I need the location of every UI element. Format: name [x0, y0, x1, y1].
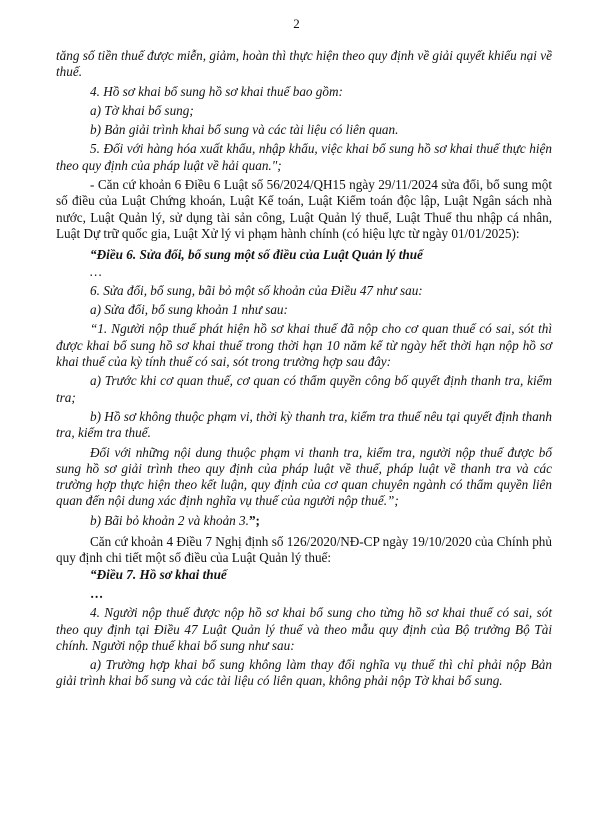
document-body: [56, 48, 552, 690]
clause-6-amend-article-47: 6. Sửa đổi, bổ sung, bãi bỏ một số khoản của Điều 47 như sau:: [90, 282, 423, 298]
item-b-explanation: b) Bản giải trình khai bổ sung và các tài liệu có liên quan.: [90, 122, 399, 138]
case-a-before-inspection: a) Trước khi cơ quan thuế, cơ quan có thẩm quyền công bố quyết định thanh tra, kiểm tra;: [56, 373, 552, 405]
clause-5-customs: 5. Đối với hàng hóa xuất khẩu, nhập khẩu, việc khai bổ sung hồ sơ khai thuế thực hiện theo quy định của pháp luật về hải quan.";: [56, 141, 552, 173]
legal-basis-decree-126-2020: Căn cứ khoản 4 Điều 7 Nghị định số 126/2020/NĐ-CP ngày 19/10/2020 của Chính phủ quy định chi tiết một số điều của Luật Quản lý thuế:: [56, 534, 552, 566]
item-b-repeal-text: b) Bãi bỏ khoản 2 và khoản 3.: [90, 512, 249, 528]
article-7-heading: “Điều 7. Hồ sơ khai thuế: [90, 566, 227, 582]
ellipsis: …: [90, 263, 102, 279]
case-b-outside-scope: b) Hồ sơ không thuộc phạm vi, thời kỳ thanh tra, kiểm tra thuế nêu tại quyết định thanh tra, kiểm tra thuế.: [56, 408, 552, 441]
item-a-amend-clause-1: a) Sửa đổi, bổ sung khoản 1 như sau:: [90, 302, 288, 318]
closing-quote: ”;: [248, 512, 260, 528]
page-number: 2: [293, 16, 300, 31]
inspection-scope-paragraph: Đối với những nội dung thuộc phạm vi thanh tra, kiểm tra, người nộp thuế được bổ sung hồ sơ giải trình theo quy định của pháp luật về thuế, pháp luật về thanh tra và các trường hợp thực hiện theo kết luận, quy định của cơ quan chuyên ngành có thẩm quyền liên quan đến nội dung xác định nghĩa vụ thuế của người nộp thuế.”;: [56, 444, 552, 509]
item-a-supplementary-declaration: a) Tờ khai bổ sung;: [90, 102, 194, 118]
ellipsis-bold: …: [90, 585, 104, 601]
clause-1-text: “1. Người nộp thuế phát hiện hồ sơ khai thuế đã nộp cho cơ quan thuế có sai, sót thì được khai bổ sung hồ sơ khai thuế trong thời hạn 10 năm kể từ ngày hết thời hạn nộp hồ sơ khai thuế của kỳ tính thuế có sai, sót trong trường hợp sau đây:: [56, 321, 552, 370]
legal-basis-law-56-2024: - Căn cứ khoản 6 Điều 6 Luật số 56/2024/QH15 ngày 29/11/2024 sửa đổi, bổ sung một số điều của Luật Chứng khoán, Luật Kế toán, Luật Kiểm toán độc lập, Luật Ngân sách nhà nước, Luật Quản lý, sử dụng tài sản công, Luật Quản lý thuế, Luật Thuế thu nhập cá nhân, Luật Dự trữ quốc gia, Luật Xử lý vi phạm hành chính (có hiệu lực từ ngày 01/01/2025):: [56, 177, 552, 241]
paragraph-tax-complaint: tăng số tiền thuế được miễn, giảm, hoàn thì thực hiện theo quy định về giải quyết khiếu nại về thuế.: [56, 48, 552, 80]
clause-4-heading: 4. Hồ sơ khai bổ sung hồ sơ khai thuế bao gồm:: [90, 83, 343, 99]
case-a-no-change-obligation: a) Trường hợp khai bổ sung không làm thay đổi nghĩa vụ thuế thì chỉ phải nộp Bản giải trình khai bổ sung và các tài liệu có liên quan, không phải nộp Tờ khai bổ sung.: [56, 657, 552, 689]
clause-4-supplementary-dossier: 4. Người nộp thuế được nộp hồ sơ khai bổ sung cho từng hồ sơ khai thuế có sai, sót theo quy định tại Điều 47 Luật Quản lý thuế và theo mẫu quy định của Bộ trưởng Bộ Tài chính. Người nộp thuế khai bổ sung như sau:: [56, 605, 552, 653]
article-6-heading: “Điều 6. Sửa đổi, bổ sung một số điều của Luật Quản lý thuế: [90, 247, 423, 263]
item-b-repeal-line: [56, 513, 552, 529]
